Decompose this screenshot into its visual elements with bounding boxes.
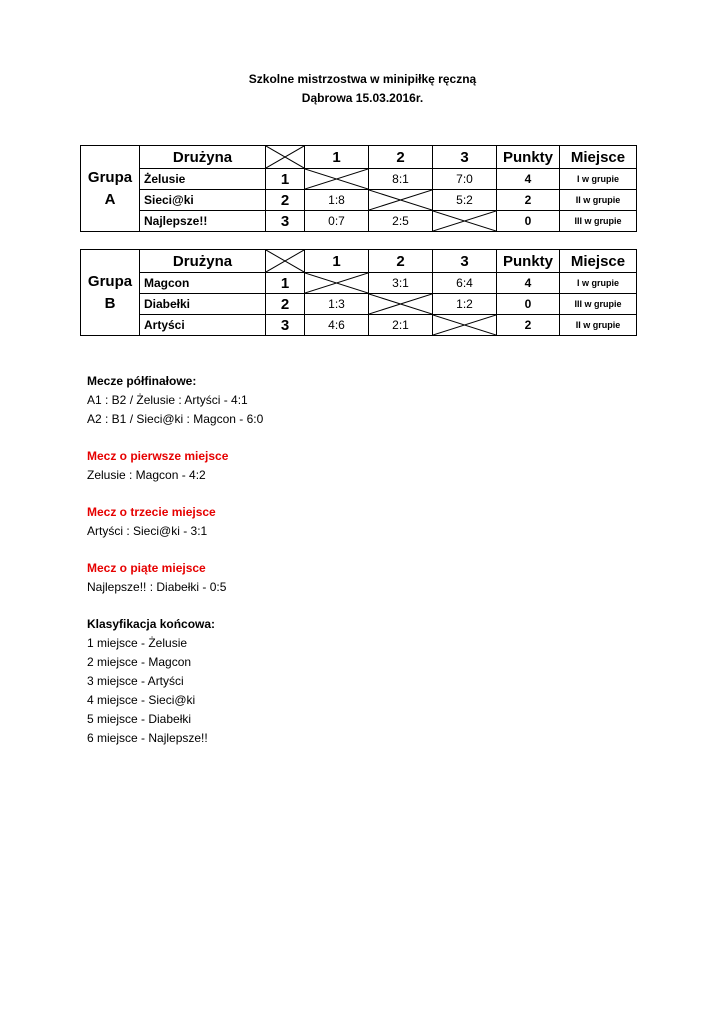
result-cell: 7:0 [433,169,497,190]
points-cell: 0 [497,211,560,232]
points-cell: 2 [497,315,560,336]
first-place-heading: Mecz o pierwsze miejsce [87,449,229,463]
place-cell: II w grupie [560,315,637,336]
final-classification-section [87,615,263,748]
fifth-place-section [87,559,263,597]
header-col-3: 3 [433,146,497,169]
header-col-1: 1 [305,146,369,169]
group-a-table [80,145,637,232]
semifinals-section [87,372,263,429]
self-match-cell [305,273,369,294]
group-b-header-row [81,250,637,273]
title-line-2: Dąbrowa 15.03.2016r. [301,91,424,105]
third-place-result: Artyści : Sieci@ki - 3:1 [87,524,208,538]
result-cell: 5:2 [433,190,497,211]
classification-item: 3 miejsce - Artyści [87,674,184,688]
self-match-cell [369,294,433,315]
self-match-cell [433,211,497,232]
third-place-heading: Mecz o trzecie miejsce [87,505,216,519]
points-cell: 2 [497,190,560,211]
place-cell: I w grupie [560,169,637,190]
result-cell: 4:6 [305,315,369,336]
team-number: 2 [266,294,305,315]
result-cell: 2:5 [369,211,433,232]
team-name: Magcon [140,273,266,294]
team-number: 3 [266,315,305,336]
points-cell: 4 [497,169,560,190]
table-row [81,169,637,190]
header-place: Miejsce [560,146,637,169]
header-crossed-cell [266,250,305,273]
team-name: Najlepsze!! [140,211,266,232]
place-cell: II w grupie [560,190,637,211]
classification-item: 2 miejsce - Magcon [87,655,192,669]
semifinal-result: A2 : B1 / Sieci@ki : Magcon - 6:0 [87,412,264,426]
group-a-name: Grupa A [81,146,140,232]
team-name: Sieci@ki [140,190,266,211]
header-points: Punkty [497,146,560,169]
semifinals-heading: Mecze półfinałowe: [87,374,197,388]
header-team: Drużyna [140,146,266,169]
team-name: Żelusie [140,169,266,190]
points-cell: 0 [497,294,560,315]
semifinal-result: A1 : B2 / Żelusie : Artyści - 4:1 [87,393,248,407]
result-cell: 1:3 [305,294,369,315]
fifth-place-heading: Mecz o piąte miejsce [87,561,206,575]
third-place-section [87,503,263,541]
header-team: Drużyna [140,250,266,273]
first-place-section [87,447,263,485]
self-match-cell [305,169,369,190]
table-row [81,294,637,315]
team-number: 2 [266,190,305,211]
classification-item: 1 miejsce - Żelusie [87,636,188,650]
team-number: 1 [266,169,305,190]
result-cell: 8:1 [369,169,433,190]
place-cell: III w grupie [560,211,637,232]
document-title [0,70,725,108]
results-sections [87,372,263,766]
table-row [81,273,637,294]
classification-item: 6 miejsce - Najlepsze!! [87,731,208,745]
team-name: Diabełki [140,294,266,315]
place-cell: III w grupie [560,294,637,315]
result-cell: 2:1 [369,315,433,336]
classification-item: 5 miejsce - Diabełki [87,712,192,726]
header-col-2: 2 [369,146,433,169]
self-match-cell [433,315,497,336]
header-place: Miejsce [560,250,637,273]
result-cell: 1:8 [305,190,369,211]
team-number: 1 [266,273,305,294]
self-match-cell [369,190,433,211]
result-cell: 6:4 [433,273,497,294]
points-cell: 4 [497,273,560,294]
team-number: 3 [266,211,305,232]
header-crossed-cell [266,146,305,169]
group-a-header-row [81,146,637,169]
place-cell: I w grupie [560,273,637,294]
first-place-result: Zelusie : Magcon - 4:2 [87,468,206,482]
title-line-1: Szkolne mistrzostwa w minipiłkę ręczną [248,72,477,86]
result-cell: 0:7 [305,211,369,232]
header-points: Punkty [497,250,560,273]
group-b-name: Grupa B [81,250,140,336]
header-col-1: 1 [305,250,369,273]
table-row [81,315,637,336]
classification-item: 4 miejsce - Sieci@ki [87,693,196,707]
table-row [81,190,637,211]
result-cell: 1:2 [433,294,497,315]
header-col-2: 2 [369,250,433,273]
team-name: Artyści [140,315,266,336]
result-cell: 3:1 [369,273,433,294]
header-col-3: 3 [433,250,497,273]
final-classification-heading: Klasyfikacja końcowa: [87,617,216,631]
fifth-place-result: Najlepsze!! : Diabełki - 0:5 [87,580,227,594]
table-row [81,211,637,232]
group-b-table [80,249,637,336]
